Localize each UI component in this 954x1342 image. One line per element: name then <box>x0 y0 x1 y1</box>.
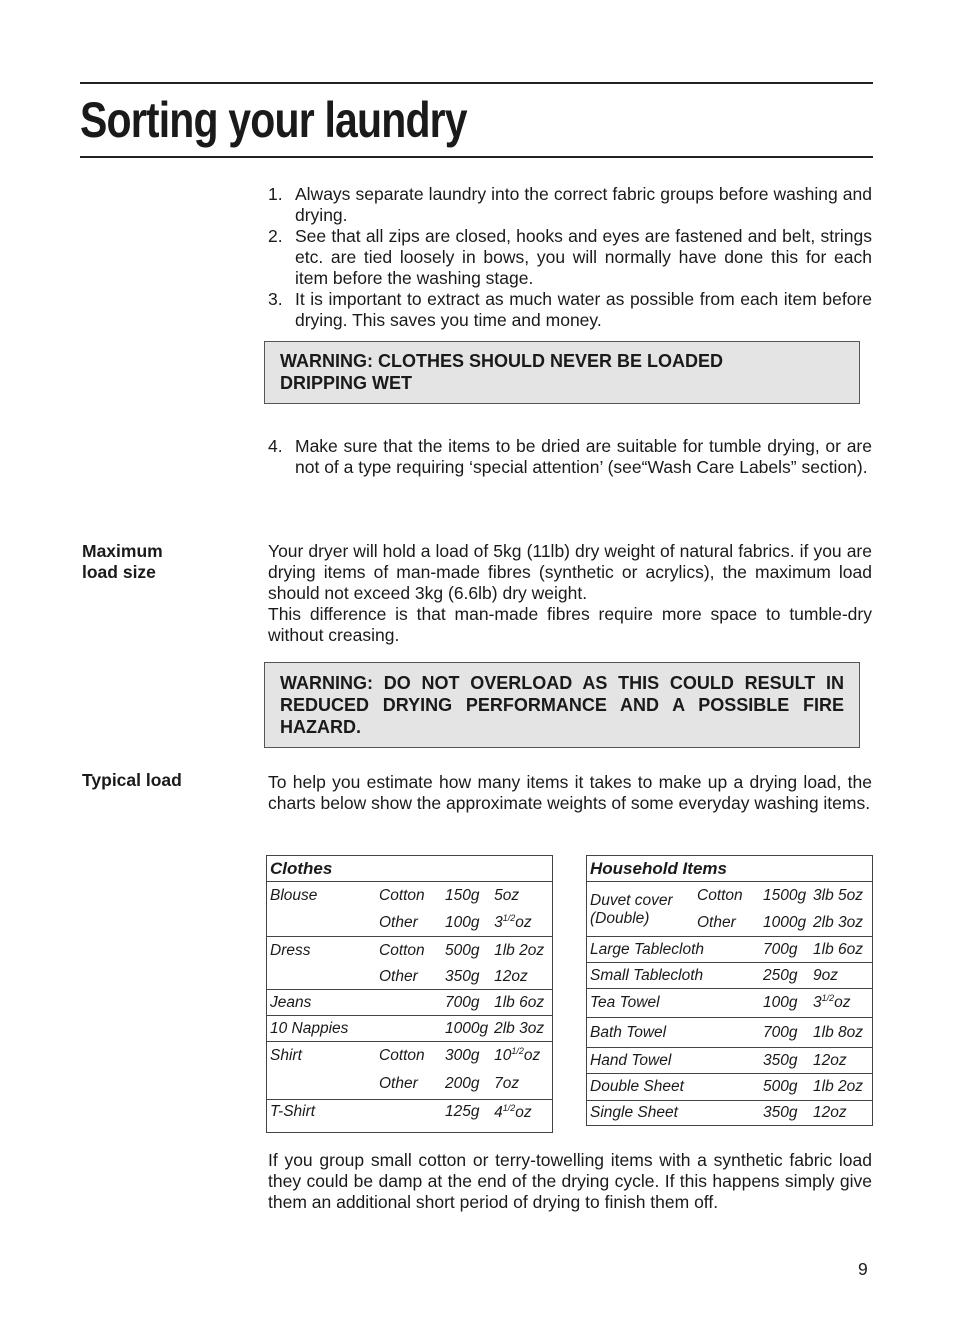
page-number: 9 <box>858 1259 868 1279</box>
item-name: Jeans <box>267 990 377 1016</box>
metric-weight: 350g <box>760 1048 810 1074</box>
imperial-weight: 1lb 6oz <box>810 937 873 963</box>
item-name: Hand Towel <box>587 1048 761 1074</box>
item-name: Blouse <box>270 886 318 904</box>
fabric: Other <box>379 967 418 985</box>
fabric: Cotton <box>376 1042 442 1070</box>
warning-box-dripping-wet: WARNING: CLOTHES SHOULD NEVER BE LOADED DRIPPING WET <box>264 341 860 404</box>
metric-weight: 100g <box>760 989 810 1018</box>
list-item: 2. See that all zips are closed, hooks and eyes are fastened and belt, strings etc. are tied loosely in bows, you will normally have done this for each item before the washing stage. <box>268 226 872 288</box>
metric-weight: 350g <box>760 1101 810 1126</box>
metric-weight: 200g <box>445 1075 480 1093</box>
top-rule <box>80 82 873 84</box>
imperial-weight: 3lb 5oz <box>813 886 863 904</box>
imperial-weight: 1lb 6oz <box>491 990 552 1016</box>
fabric: Other <box>379 913 418 931</box>
list-item-text: Make sure that the items to be dried are suitable for tumble drying, or are not of a type requiring ‘special attention’ (see“Wash Care Labels” section). <box>295 436 872 477</box>
imperial-weight: 1lb 2oz <box>810 1074 873 1101</box>
list-item: 4. Make sure that the items to be dried are suitable for tumble drying, or are not of a type requiring ‘special attention’ (see“Wash Care Labels” section). <box>268 436 872 477</box>
fabric: Cotton <box>376 937 442 965</box>
maximum-load-paragraph: Your dryer will hold a load of 5kg (11lb) dry weight of natural fabrics. if you are drying items of man-made fibres (synthetic or acrylics), the maximum load should not exceed 3kg (6.6lb) dry weight. This difference is that man-made fibres require more space to tumble-dry without creasing. <box>268 541 872 645</box>
metric-weight: 125g <box>442 1100 491 1133</box>
list-item: 3. It is important to extract as much water as possible from each item before drying. This saves you time and money. <box>268 289 872 330</box>
table-title: Clothes <box>267 856 553 882</box>
metric-weight: 100g <box>445 913 480 931</box>
section-label-maximum-load: Maximum load size <box>82 541 163 582</box>
metric-weight: 250g <box>760 963 810 989</box>
item-name: Tea Towel <box>587 989 761 1018</box>
fabric <box>376 1100 442 1133</box>
imperial-weight: 5oz <box>494 886 520 904</box>
item-name: 10 Nappies <box>267 1016 443 1042</box>
imperial-weight: $3^{1/2}oz$ <box>494 913 532 932</box>
imperial-weight: 1lb 8oz <box>810 1018 873 1048</box>
imperial-weight: 1lb 2oz <box>491 937 552 965</box>
warning-box-overload: WARNING: DO NOT OVERLOAD AS THIS COULD RESULT IN REDUCED DRYING PERFORMANCE AND A POSSIBLE FIRE HAZARD. <box>264 662 860 748</box>
item-name: Dress <box>267 937 377 965</box>
item-name: Double Sheet <box>587 1074 761 1101</box>
instruction-list <box>268 184 872 331</box>
item-name: Small Tablecloth <box>587 963 761 989</box>
item-name: T-Shirt <box>267 1100 377 1133</box>
metric-weight: 150g <box>445 886 480 904</box>
metric-weight: 700g <box>442 990 491 1016</box>
metric-weight: 500g <box>760 1074 810 1101</box>
metric-weight: 1500g <box>763 886 807 904</box>
metric-weight: 700g <box>760 1018 810 1048</box>
metric-weight: 700g <box>760 937 810 963</box>
metric-weight: 500g <box>442 937 491 965</box>
imperial-weight: 12oz <box>810 1048 873 1074</box>
imperial-weight: 7oz <box>494 1075 520 1093</box>
clothes-weight-table <box>266 855 553 1133</box>
fabric: Other <box>379 1075 418 1093</box>
closing-paragraph: If you group small cotton or terry-towelling items with a synthetic fabric load they could be damp at the end of the drying cycle. If this happens simply give them an additional short period of drying to finish them off. <box>268 1150 872 1212</box>
section-label-typical-load: Typical load <box>82 770 182 790</box>
item-name: Bath Towel <box>587 1018 761 1048</box>
item-name: Single Sheet <box>587 1101 761 1126</box>
imperial-weight: 2lb 3oz <box>491 1016 552 1042</box>
household-weight-table <box>586 855 873 1126</box>
metric-weight: 350g <box>445 967 480 985</box>
imperial-weight: 2lb 3oz <box>813 913 863 931</box>
metric-weight: 1000g <box>763 913 807 931</box>
item-name: Large Tablecloth <box>587 937 761 963</box>
fabric: Cotton <box>697 886 743 904</box>
imperial-weight: 12oz <box>810 1101 873 1126</box>
imperial-weight: $10^{1/2}oz$ <box>491 1042 552 1070</box>
item-name: Duvet cover <box>590 891 673 909</box>
list-item: 1. Always separate laundry into the correct fabric groups before washing and drying. <box>268 184 872 225</box>
item-name: Shirt <box>267 1042 377 1070</box>
imperial-weight: $4^{1/2}oz$ <box>491 1100 552 1133</box>
title-underline <box>80 156 873 158</box>
fabric: Cotton <box>379 886 425 904</box>
list-item-text: See that all zips are closed, hooks and eyes are fastened and belt, strings etc. are tied loosely in bows, you will normally have done this for each item before the washing stage. <box>295 226 872 288</box>
metric-weight: 1000g <box>442 1016 491 1042</box>
list-item-text: It is important to extract as much water as possible from each item before drying. This saves you time and money. <box>295 289 872 330</box>
metric-weight: 300g <box>442 1042 491 1070</box>
imperial-weight: $3^{1/2}oz$ <box>810 989 873 1018</box>
table-title: Household Items <box>587 856 873 882</box>
imperial-weight: 12oz <box>494 967 528 985</box>
list-item-text: Always separate laundry into the correct fabric groups before washing and drying. <box>295 184 872 225</box>
typical-load-paragraph: To help you estimate how many items it takes to make up a drying load, the charts below show the approximate weights of some everyday washing items. <box>268 772 872 813</box>
page-title: Sorting your laundry <box>80 92 467 148</box>
item-name: (Double) <box>590 909 650 927</box>
fabric: Other <box>697 913 736 931</box>
imperial-weight: 9oz <box>810 963 873 989</box>
instruction-list-continued <box>268 436 872 478</box>
fabric <box>376 990 442 1016</box>
